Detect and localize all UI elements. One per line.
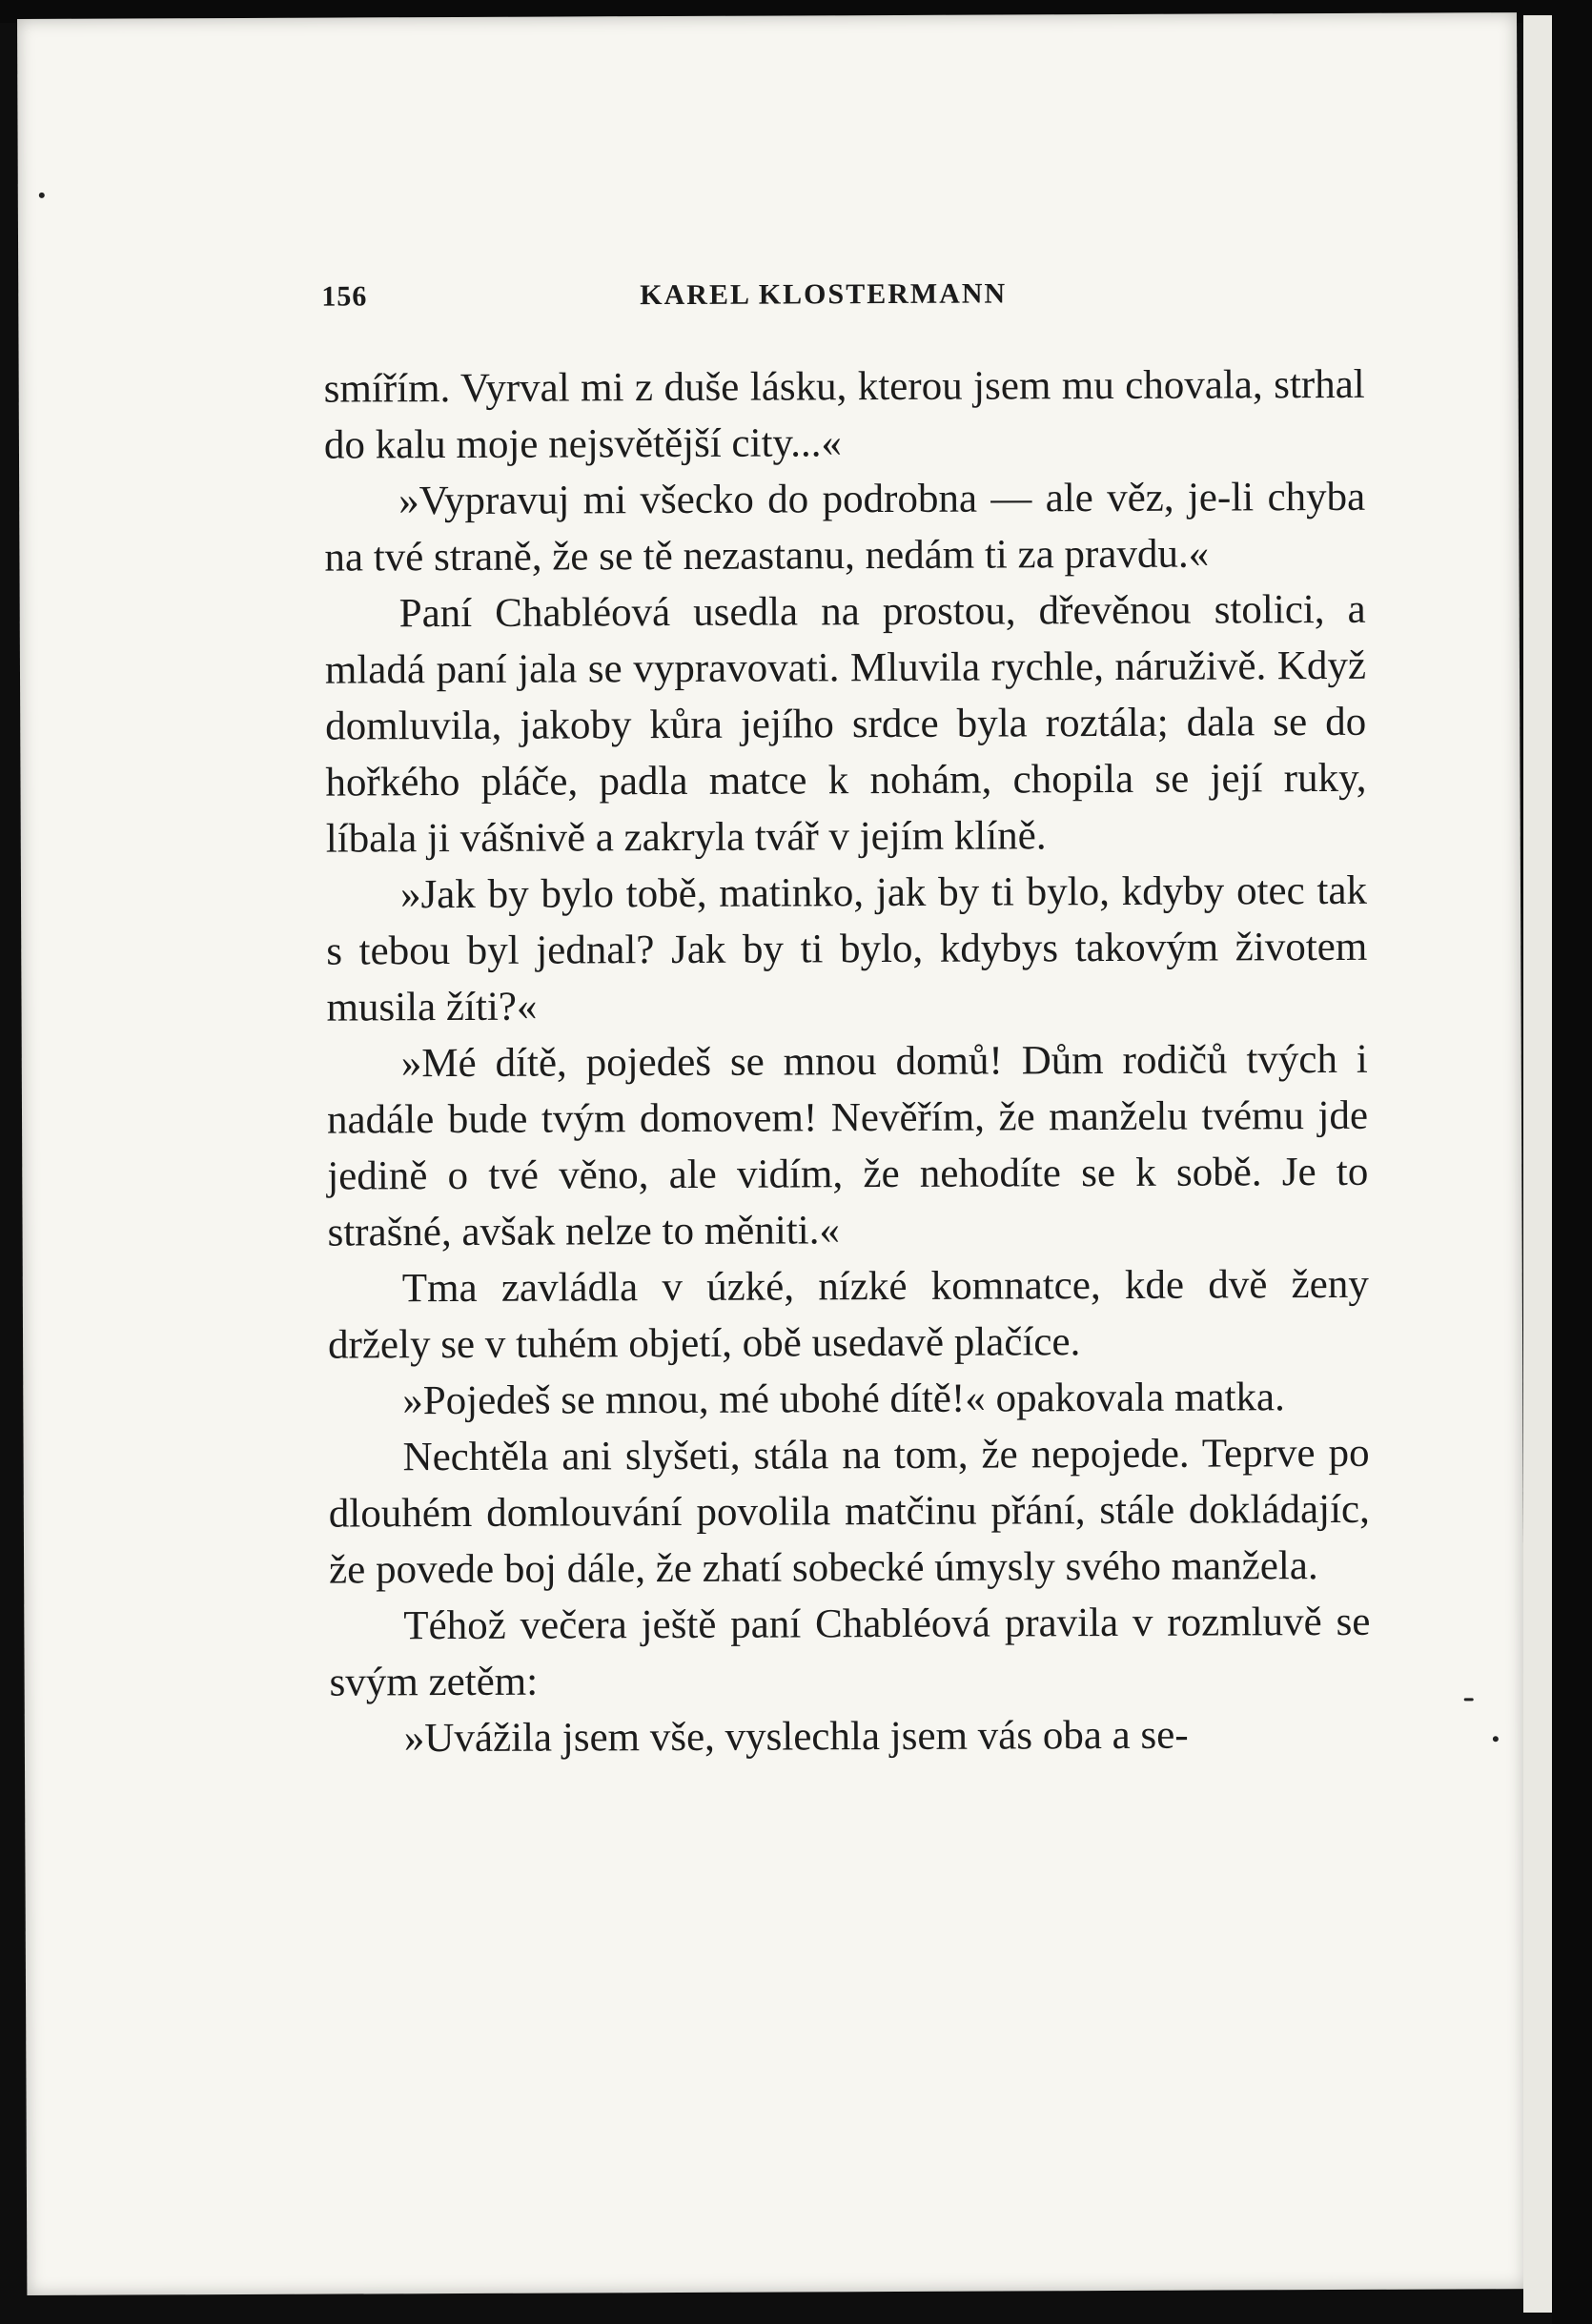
- paragraph: Téhož večera ještě paní Chabléová pravila v rozmluvě se svým zetěm:: [329, 1599, 1371, 1705]
- paragraph: smířím. Vyrval mi z duše lásku, kterou jsem mu chovala, strhal do kalu moje nejsvětější city...«: [323, 361, 1365, 468]
- adjacent-page-edge: [1523, 15, 1552, 2313]
- paragraph: »Vypravuj mi všecko do podrobna — ale věz, je-li chyba na tvé straně, že se tě nezastanu, nedám ti za pravdu.«: [324, 474, 1366, 581]
- paragraph: Nechtěla ani slyšeti, stála na tom, že nepojede. Teprve po dlouhém domlouvání povolila matčinu přání, stále dokládajíc, že povede boj dále, že zhatí sobecké úmysly svého manžela.: [328, 1430, 1370, 1593]
- ink-speck: [1493, 1736, 1499, 1742]
- running-head: [321, 276, 1381, 319]
- scan-right-shadow: [1552, 0, 1592, 2324]
- paragraph: »Jak by bylo tobě, matinko, jak by ti bylo, kdyby otec tak s tebou byl jednal? Jak by ti bylo, kdybys takovým životem musila žíti?«: [326, 867, 1368, 1030]
- paper-sheet: [17, 12, 1526, 2295]
- paragraph: Tma zavládla v úzké, nízké komnatce, kde dvě ženy držely se v tuhém objetí, obě usedavě plačíce.: [327, 1261, 1369, 1368]
- paragraph: »Uvážila jsem vše, vyslechla jsem vás oba a se-: [403, 1712, 1189, 1762]
- ink-speck: [1464, 1698, 1474, 1701]
- header-author-title: KAREL KLOSTERMANN: [640, 277, 1008, 312]
- page-number: 156: [321, 280, 368, 313]
- paragraph: Paní Chabléová usedla na prostou, dřevěnou stolici, a mladá paní jala se vypravovati. Mluvila rychle, náruživě. Když domluvila, jakoby kůra jejího srdce byla roztála; dala se do hořkého pláče, padla matce k nohám, chopila se její ruky, líbala ji vášnivě a zakryla tvář v jejím klíně.: [324, 586, 1367, 862]
- body-text: [324, 357, 1371, 1767]
- paragraph: »Mé dítě, pojedeš se mnou domů! Dům rodičů tvých i nadále bude tvým domovem! Nevěřím, že manželu tvému jde jedině o tvé věno, ale vidím, že nehodíte se k sobě. Je to strašné, avšak nelze to měniti.«: [326, 1036, 1369, 1255]
- paragraph: »Pojedeš se mnou, mé ubohé dítě!« opakovala matka.: [402, 1375, 1285, 1424]
- ink-speck: [39, 193, 45, 198]
